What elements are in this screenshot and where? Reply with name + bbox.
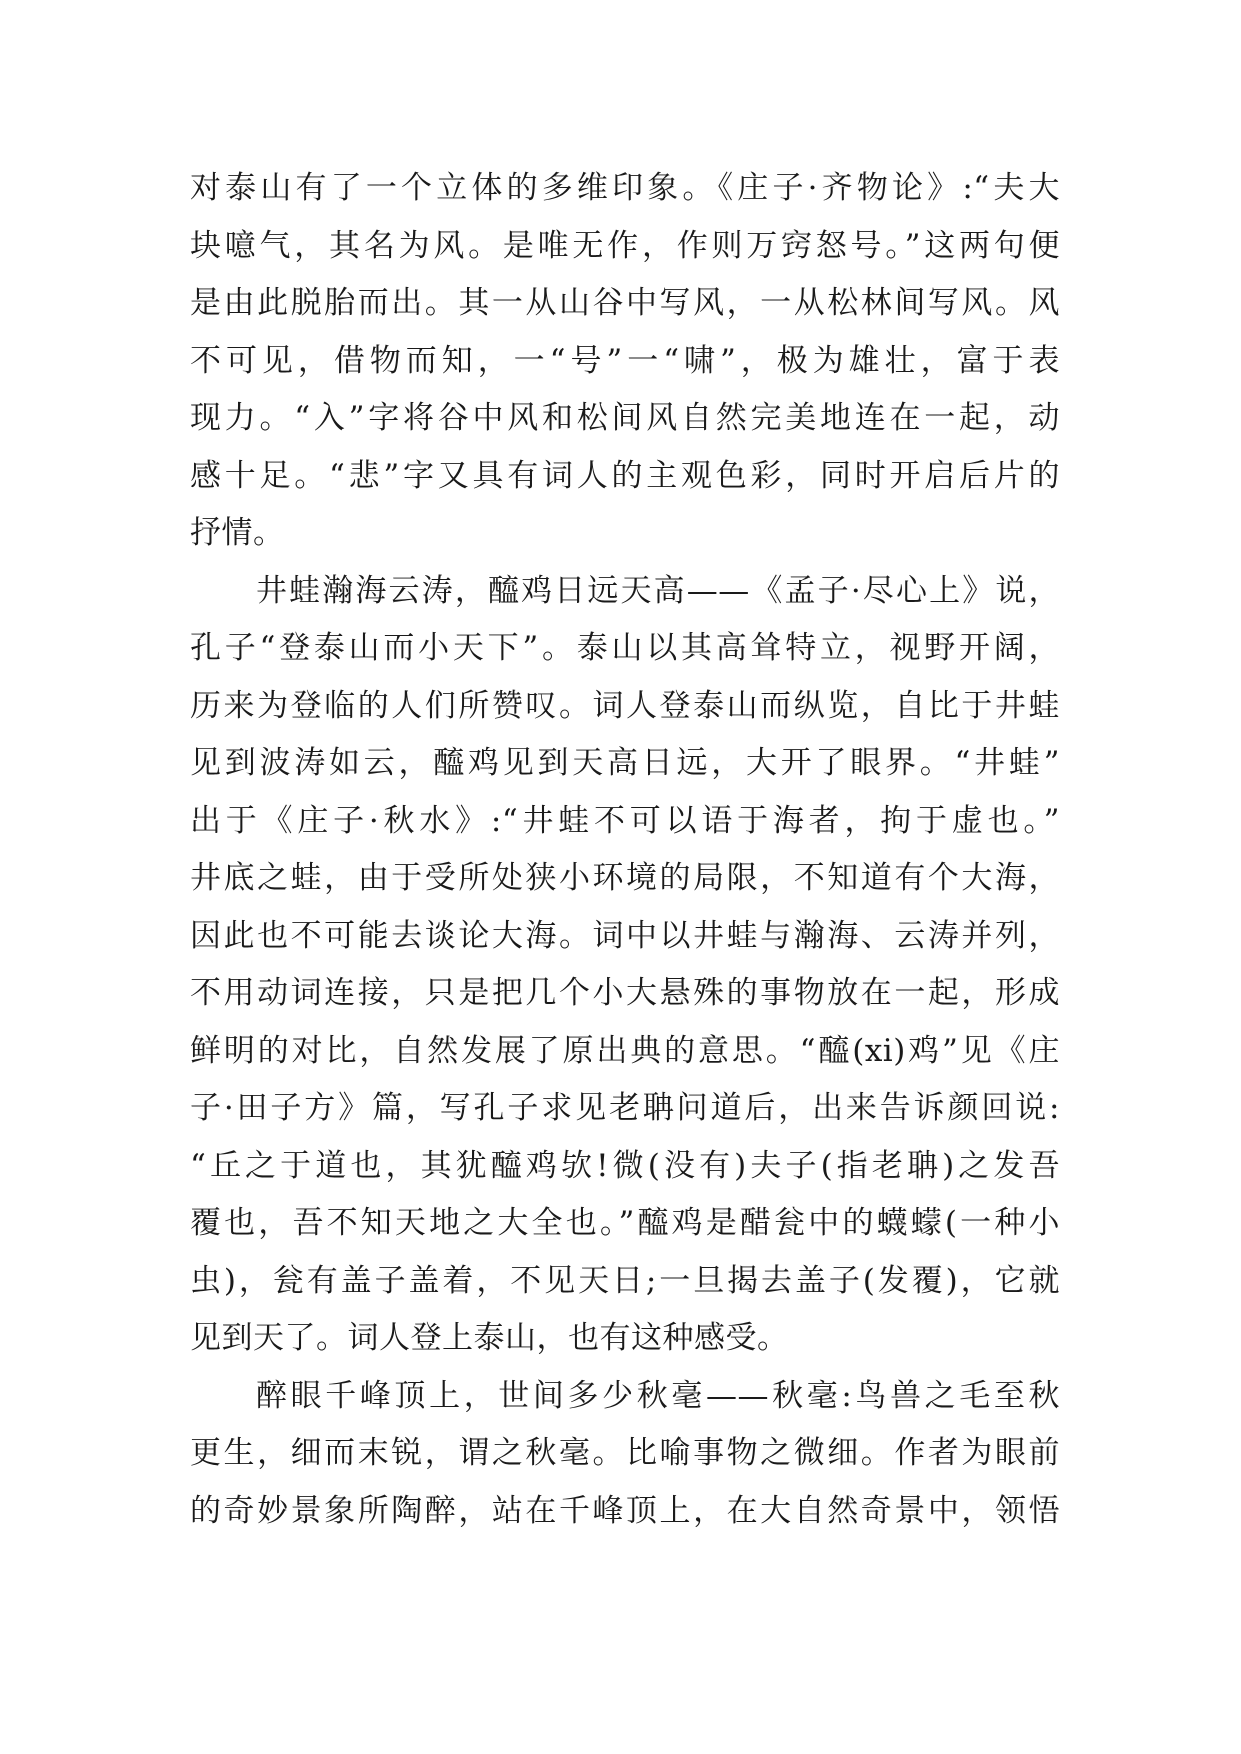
- text-line: 不用动词连接，只是把几个小大悬殊的事物放在一起，形成: [190, 975, 1060, 1011]
- text-line: 出于《庄子·秋水》:“井蛙不可以语于海者，拘于虚也。”: [190, 802, 1060, 839]
- text-line: 井底之蛙，由于受所处狭小环境的局限，不知道有个大海，: [190, 860, 1060, 896]
- text-line: 更生，细而末锐，谓之秋毫。比喻事物之微细。作者为眼前: [190, 1435, 1060, 1471]
- text-line: 历来为登临的人们所赞叹。词人登泰山而纵览，自比于井蛙: [190, 687, 1060, 724]
- text-line: “丘之于道也，其犹醯鸡欤!微(没有)夫子(指老聃)之发吾: [190, 1147, 1060, 1184]
- text-line: 抒情。: [190, 515, 285, 551]
- paragraph-start-line: 醉眼千峰顶上，世间多少秋毫——秋毫:鸟兽之毛至秋: [256, 1377, 1060, 1414]
- text-line: 鲜明的对比，自然发展了原出典的意思。“醯(xi)鸡”见《庄: [190, 1032, 1060, 1069]
- text-line: 见到天了。词人登上泰山，也有这种感受。: [190, 1320, 789, 1356]
- text-line: 块噫气，其名为风。是唯无作，作则万窍怒号。”这两句便: [190, 227, 1060, 264]
- text-line: 覆也，吾不知天地之大全也。”醯鸡是醋瓮中的蠛蠓(一种小: [190, 1205, 1060, 1241]
- text-line: 孔子“登泰山而小天下”。泰山以其高耸特立，视野开阔，: [190, 630, 1060, 666]
- text-line: 的奇妙景象所陶醉，站在千峰顶上，在大自然奇景中，领悟: [190, 1492, 1060, 1529]
- text-line: 是由此脱胎而出。其一从山谷中写风，一从松林间写风。风: [190, 285, 1060, 321]
- text-line: 对泰山有了一个立体的多维印象。《庄子·齐物论》:“夫大: [190, 170, 1060, 206]
- text-line: 现力。“入”字将谷中风和松间风自然完美地连在一起，动: [190, 400, 1060, 436]
- document-body: [190, 160, 1060, 1540]
- text-line: 因此也不可能去谈论大海。词中以井蛙与瀚海、云涛并列，: [190, 917, 1060, 954]
- text-line: 虫)，瓮有盖子盖着，不见天日;一旦揭去盖子(发覆)，它就: [190, 1262, 1060, 1299]
- text-line: 子·田子方》篇，写孔子求见老聃问道后，出来告诉颜回说:: [190, 1090, 1060, 1126]
- text-line: 不可见，借物而知，一“号”一“啸”，极为雄壮，富于表: [190, 342, 1060, 379]
- text-line: 感十足。“悲”字又具有词人的主观色彩，同时开启后片的: [190, 457, 1060, 494]
- text-line: 见到波涛如云，醯鸡见到天高日远，大开了眼界。“井蛙”: [190, 745, 1060, 781]
- paragraph-start-line: 井蛙瀚海云涛，醯鸡日远天高——《孟子·尽心上》说，: [256, 572, 1060, 609]
